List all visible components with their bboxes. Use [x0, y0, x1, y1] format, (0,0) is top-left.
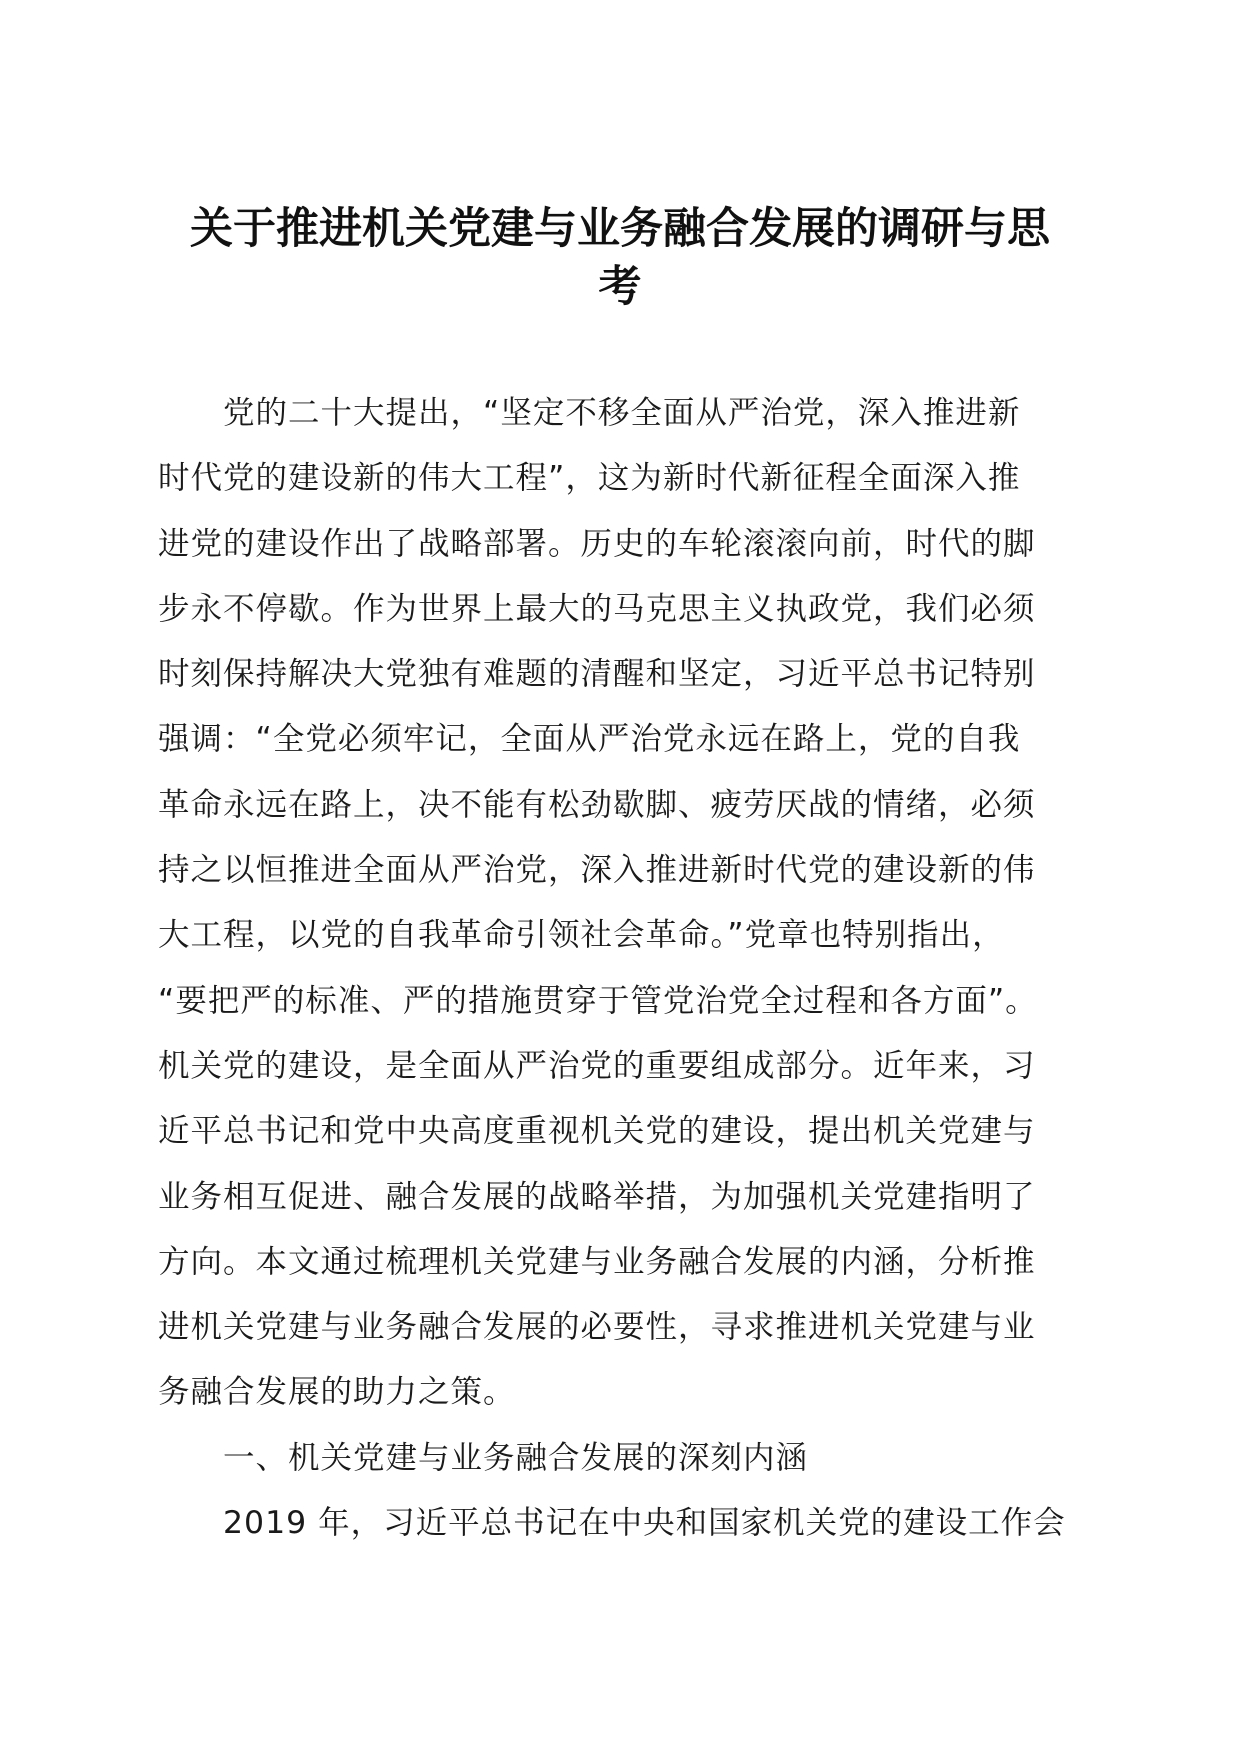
paragraph-1-line: “要把严的标准、严的措施贯穿于管党治党全过程和各方面”。	[158, 982, 1038, 1019]
paragraph-1-line: 时代党的建设新的伟大工程”，这为新时代新征程全面深入推	[158, 460, 1021, 497]
paragraph-1-line: 进党的建设作出了战略部署。历史的车轮滚滚向前，时代的脚	[158, 525, 1036, 562]
paragraph-1-line: 近平总书记和党中央高度重视机关党的建设，提出机关党建与	[158, 1113, 1036, 1150]
title-line-1: 关于推进机关党建与业务融合发展的调研与思	[190, 204, 1050, 254]
paragraph-1-line: 党的二十大提出，“坚定不移全面从严治党，深入推进新	[223, 395, 1021, 431]
document-title	[150, 200, 1090, 316]
paragraph-1-line: 大工程，以党的自我革命引领社会革命。”党章也特别指出，	[158, 917, 1005, 954]
paragraph-1-line: 持之以恒推进全面从严治党，深入推进新时代党的建设新的伟	[158, 852, 1036, 889]
paragraph-1-line: 务融合发展的助力之策。	[158, 1374, 516, 1411]
document-body	[158, 381, 1088, 1556]
paragraph-1-line: 方向。本文通过梳理机关党建与业务融合发展的内涵，分析推	[158, 1243, 1036, 1280]
paragraph-1-line: 革命永远在路上，决不能有松劲歇脚、疲劳厌战的情绪，必须	[158, 786, 1036, 823]
paragraph-1-line: 强调：“全党必须牢记，全面从严治党永远在路上，党的自我	[158, 721, 1021, 758]
paragraph-1-line: 机关党的建设，是全面从严治党的重要组成部分。近年来，习	[158, 1047, 1036, 1084]
paragraph-1-line: 时刻保持解决大党独有难题的清醒和坚定，习近平总书记特别	[158, 656, 1036, 693]
paragraph-2-line: 2019 年，习近平总书记在中央和国家机关党的建设工作会	[223, 1505, 1066, 1542]
section-heading-1: 一、机关党建与业务融合发展的深刻内涵	[223, 1439, 809, 1476]
paragraph-1-line: 步永不停歇。作为世界上最大的马克思主义执政党，我们必须	[158, 590, 1036, 627]
paragraph-1-line: 业务相互促进、融合发展的战略举措，为加强机关党建指明了	[158, 1178, 1036, 1215]
title-line-2: 考	[598, 262, 642, 312]
paragraph-1-line: 进机关党建与业务融合发展的必要性，寻求推进机关党建与业	[158, 1309, 1036, 1346]
